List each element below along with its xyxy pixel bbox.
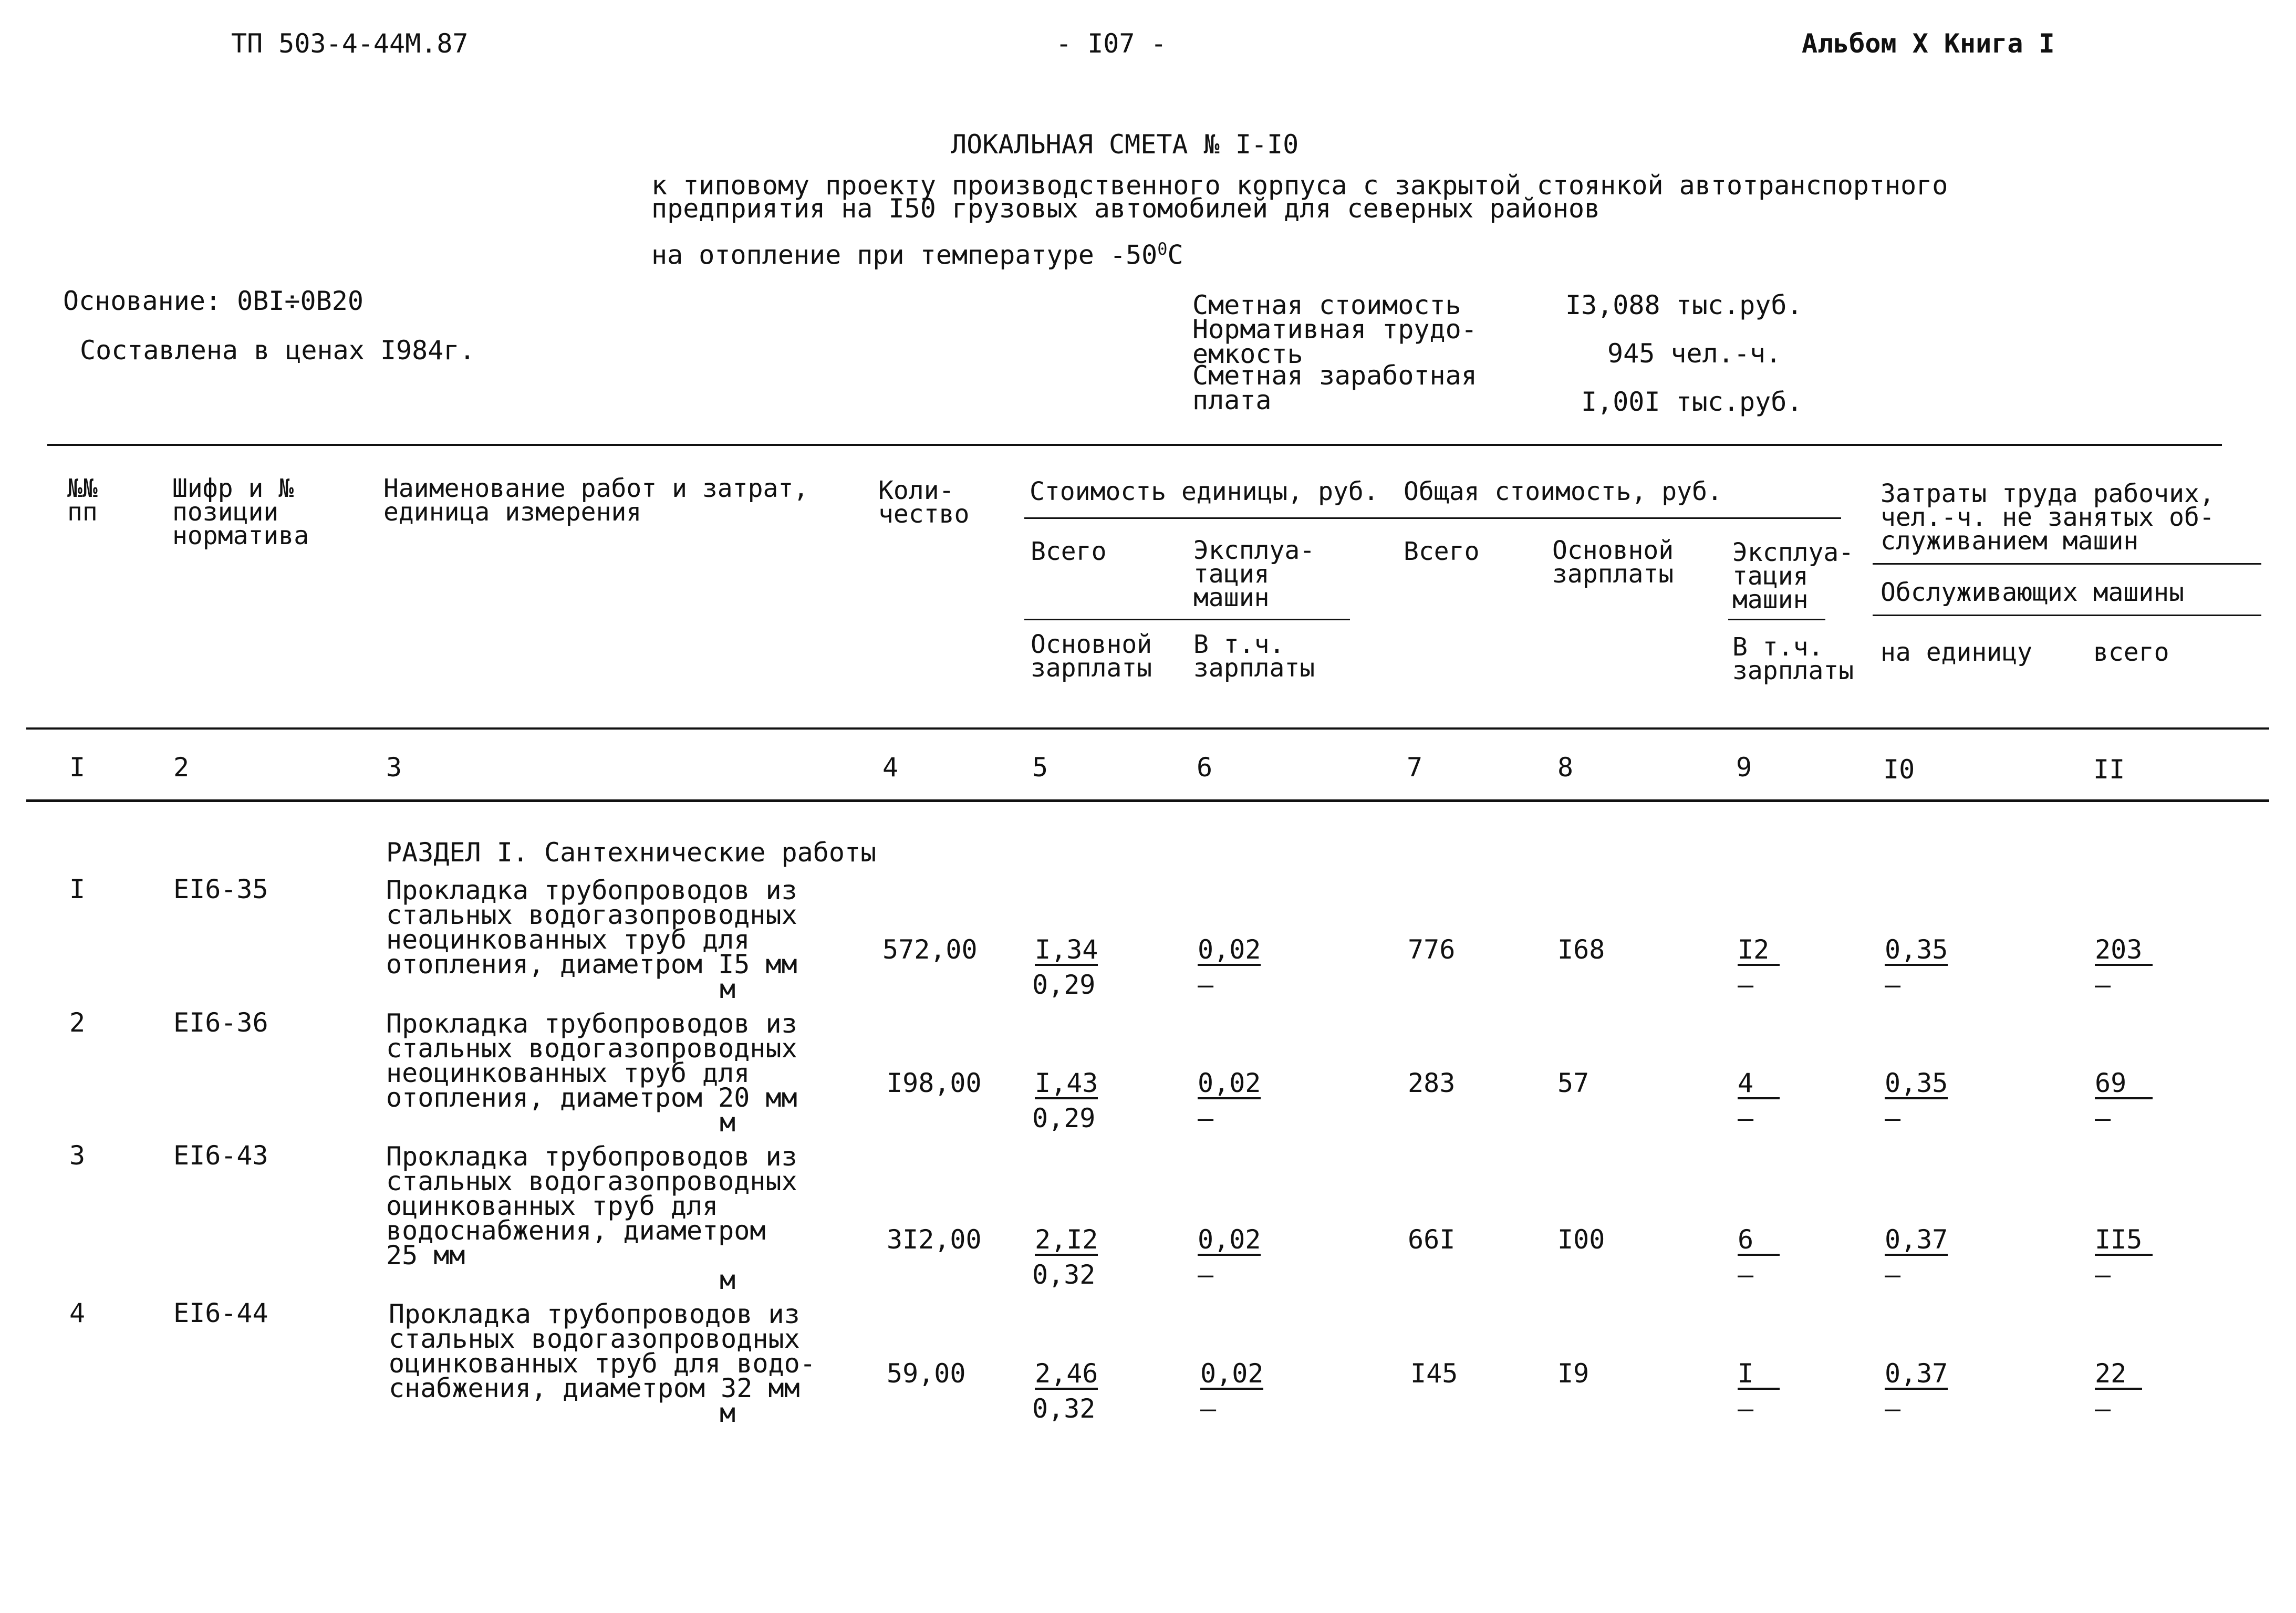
row-unit-machines: 0,02 [1198, 1224, 1261, 1255]
row-total-machines: 4 [1738, 1070, 1780, 1099]
row-total: I45 [1410, 1358, 1458, 1389]
row-labor-unit: 0,37 [1885, 1358, 1948, 1389]
row-code: ЕI6-36 [173, 1007, 268, 1038]
row-unit-machines: 0,02 [1198, 934, 1261, 965]
row-description: Прокладка трубопроводов из стальных водогазопроводных неоцинкованных труб для отопления, диаметром 20 мм [386, 1008, 797, 1113]
row-unit-wage: 0,29 [1032, 1103, 1096, 1133]
labor-rule-1 [1873, 563, 2261, 565]
album-reference: Альбом X Книга I [1802, 28, 2055, 59]
header-unit-machines: Эксплуа- тация машин [1193, 536, 1315, 613]
row-description: Прокладка трубопроводов из стальных водогазопроводных неоцинкованных труб для отопления, диаметром I5 мм [386, 875, 797, 980]
column-number: 5 [1032, 752, 1048, 783]
title-line-3 [651, 241, 1183, 268]
row-total-machine-wage: – [1738, 1393, 1754, 1424]
header-total: всего [2093, 638, 2169, 667]
row-total-machines: I [1738, 1360, 1780, 1390]
column-number: 4 [882, 752, 899, 783]
row-labor-unit-machines: – [1885, 1260, 1901, 1290]
row-unit-wage: 0,32 [1032, 1260, 1096, 1290]
column-number: 9 [1736, 752, 1752, 783]
row-unit: м [720, 1398, 736, 1428]
page-number: - I07 - [1056, 28, 1167, 59]
column-number: 2 [173, 752, 190, 783]
header-bottom-rule [26, 727, 2269, 730]
row-total-wage: 57 [1557, 1068, 1589, 1098]
cost-label: Сметная стоимость [1192, 290, 1461, 320]
header-total-cost: Общая стоимость, руб. [1404, 477, 1722, 506]
header-unit-total: Всего [1031, 537, 1107, 566]
header-quantity: Коли- чество [878, 476, 970, 529]
row-total-machine-wage: – [1738, 1260, 1754, 1290]
row-unit-total: 2,I2 [1035, 1224, 1098, 1255]
row-quantity: I98,00 [887, 1068, 982, 1098]
degree-mark: 0 [1157, 239, 1168, 259]
row-number: 3 [69, 1140, 86, 1171]
title-line-3-text: на отопление при температуре -50 [651, 240, 1158, 270]
row-unit-wage: 0,29 [1032, 970, 1096, 1000]
row-total: 66I [1408, 1224, 1456, 1255]
row-labor-total-machines: – [2095, 1260, 2111, 1290]
row-unit-machines: 0,02 [1198, 1068, 1261, 1098]
row-unit-machine-wage: – [1200, 1393, 1217, 1424]
row-unit-total: 2,46 [1035, 1358, 1098, 1389]
row-number: 4 [69, 1298, 86, 1328]
row-labor-total: 69 [2095, 1070, 2153, 1099]
header-serving-machines: Обслуживающих машины [1881, 578, 2184, 607]
row-unit-machine-wage: – [1198, 1103, 1214, 1133]
row-code: ЕI6-43 [173, 1140, 268, 1171]
header-norm-code: Шифр и № позиции норматива [172, 474, 309, 551]
title-line-1: к типовому проекту производственного корпуса с закрытой стоянкой автотранспортного [651, 170, 1948, 201]
header-total-all: Всего [1404, 537, 1480, 566]
section-title: РАЗДЕЛ I. Сантехнические работы [386, 837, 877, 868]
wage-value: I,00I тыс.руб. [1581, 387, 1803, 417]
row-total-machine-wage: – [1738, 970, 1754, 1000]
row-quantity: 572,00 [882, 934, 978, 965]
row-labor-total: 22 [2095, 1360, 2142, 1390]
row-unit: м [720, 1107, 736, 1138]
row-total-wage: I9 [1557, 1358, 1589, 1389]
labor-label: Нормативная трудо- емкость [1192, 314, 1477, 369]
column-number: II [2093, 754, 2125, 785]
unit-machine-rule [1024, 619, 1350, 620]
header-work-name: Наименование работ и затрат, единица измерения [383, 474, 809, 527]
celsius-mark: С [1167, 240, 1183, 270]
row-total: 283 [1408, 1068, 1456, 1098]
column-number: I [69, 752, 86, 783]
row-labor-total-machines: – [2095, 970, 2111, 1000]
estimate-title: ЛОКАЛЬНАЯ СМЕТА № I-I0 [951, 129, 1299, 160]
header-total-base-wage: Основной зарплаты [1552, 536, 1674, 589]
row-unit-machines: 0,02 [1200, 1358, 1264, 1389]
table-top-rule [47, 444, 2222, 446]
row-labor-unit-machines: – [1885, 970, 1901, 1000]
row-labor-total-machines: – [2095, 1103, 2111, 1133]
row-code: ЕI6-44 [173, 1298, 268, 1328]
row-labor-unit: 0,37 [1885, 1224, 1948, 1255]
row-description: Прокладка трубопроводов из стальных водогазопроводных оцинкованных труб для водо- снабжения, диаметром 32 мм [389, 1299, 816, 1403]
row-unit-machine-wage: – [1198, 970, 1214, 1000]
row-labor-unit: 0,35 [1885, 1068, 1948, 1098]
document-code: ТП 503-4-44М.87 [231, 28, 469, 59]
row-labor-total: 203 [2095, 936, 2153, 966]
header-row-number: №№ пп [67, 474, 98, 527]
header-unit-machine-wage: В т.ч. зарплаты [1193, 630, 1315, 683]
cost-value: I3,088 тыс.руб. [1565, 290, 1803, 320]
row-unit-machine-wage: – [1198, 1260, 1214, 1290]
row-labor-total-machines: – [2095, 1393, 2111, 1424]
column-number: 6 [1197, 752, 1213, 783]
row-description: Прокладка трубопроводов из стальных водогазопроводных оцинкованных труб для водоснабжения, диаметром 25 мм [386, 1141, 797, 1271]
row-number: 2 [69, 1007, 86, 1038]
column-number: 7 [1407, 752, 1423, 783]
row-total-wage: I00 [1557, 1224, 1605, 1255]
row-unit: м [720, 1265, 736, 1295]
prices-text: Составлена в ценах I984г. [80, 335, 475, 366]
header-unit-base-wage: Основной зарплаты [1031, 630, 1152, 683]
column-number: I0 [1883, 754, 1915, 785]
basis-text: Основание: 0ВI÷0В20 [63, 286, 363, 316]
header-unit-cost: Стоимость единицы, руб. [1030, 477, 1379, 506]
row-total-machines: I2 [1738, 936, 1780, 966]
column-numbers-rule [26, 799, 2269, 802]
row-quantity: 59,00 [887, 1358, 966, 1389]
header-total-machines: Эксплуа- тация машин [1732, 538, 1854, 615]
row-unit-wage: 0,32 [1032, 1393, 1096, 1424]
row-code: ЕI6-35 [173, 874, 268, 904]
title-line-2: предприятия на I50 грузовых автомобилей для северных районов [651, 193, 1601, 224]
column-number: 8 [1557, 752, 1574, 783]
total-machine-rule [1728, 619, 1825, 620]
column-number: 3 [386, 752, 402, 783]
labor-value: 945 чел.-ч. [1607, 338, 1782, 369]
row-total-wage: I68 [1557, 934, 1605, 965]
row-labor-unit-machines: – [1885, 1393, 1901, 1424]
row-quantity: 3I2,00 [887, 1224, 982, 1255]
cost-group-rule [1024, 517, 1841, 519]
row-total-machines: 6 [1738, 1226, 1780, 1256]
header-per-unit: на единицу [1881, 638, 2032, 667]
row-unit: м [720, 974, 736, 1004]
row-total: 776 [1408, 934, 1456, 965]
row-labor-total: II5 [2095, 1226, 2153, 1256]
labor-rule-2 [1873, 615, 2261, 616]
row-unit-total: I,43 [1035, 1068, 1098, 1098]
row-unit-total: I,34 [1035, 934, 1098, 965]
row-total-machine-wage: – [1738, 1103, 1754, 1133]
wage-label: Сметная заработная плата [1192, 360, 1477, 415]
row-labor-unit: 0,35 [1885, 934, 1948, 965]
row-labor-unit-machines: – [1885, 1103, 1901, 1133]
row-number: I [69, 874, 86, 904]
header-labor: Затраты труда рабочих, чел.-ч. не занятых об- служиванием машин [1881, 479, 2215, 556]
header-total-machine-wage: В т.ч. зарплаты [1732, 632, 1854, 686]
